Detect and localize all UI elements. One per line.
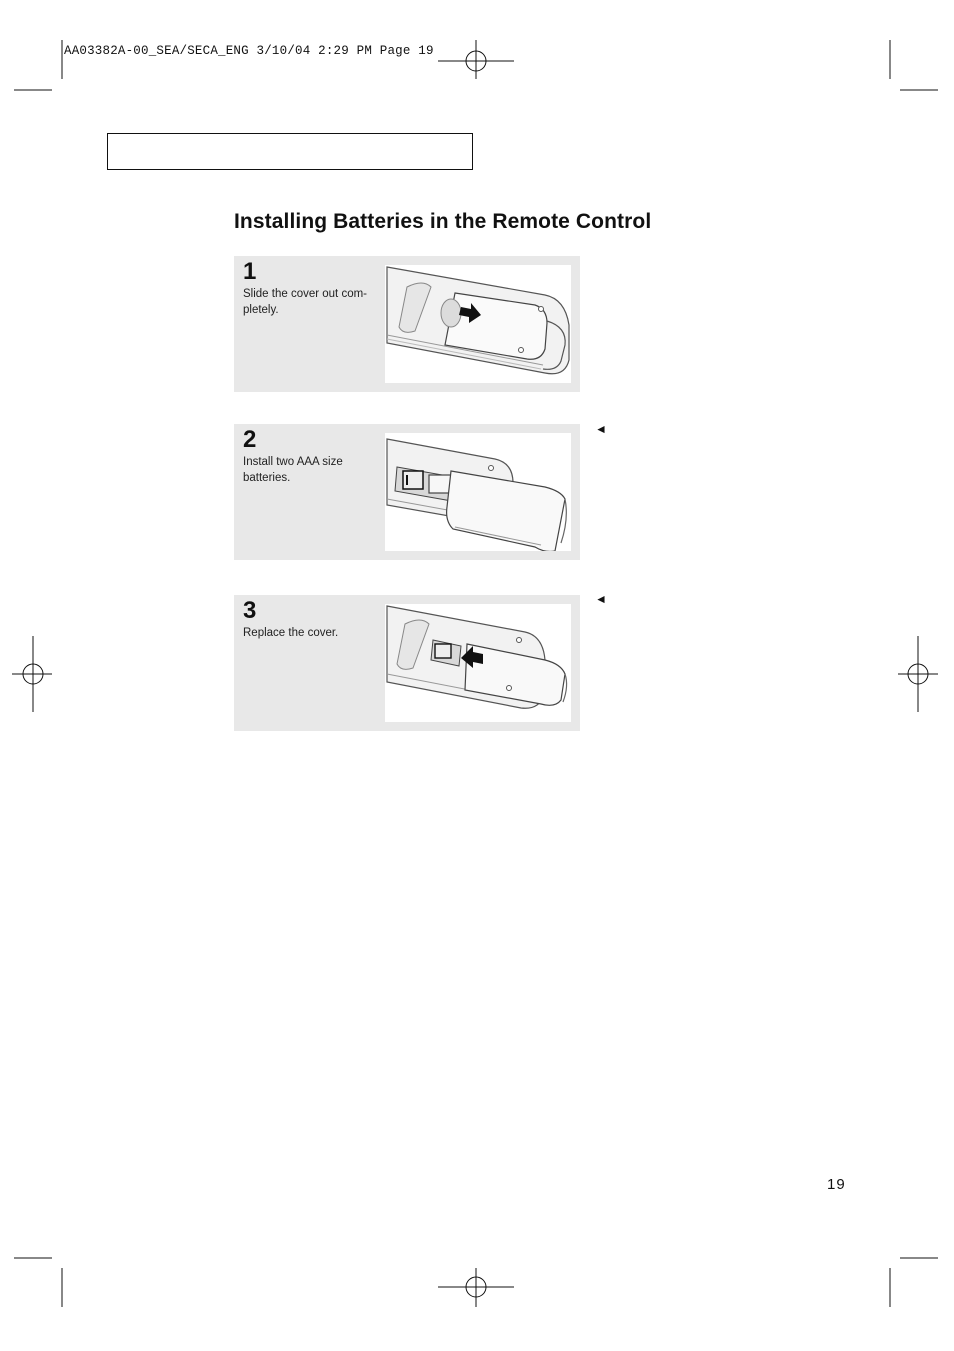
step-3-panel [234,595,580,731]
section-header-box [107,133,473,170]
note-marker-1: ◄ [595,422,607,436]
page-title: Installing Batteries in the Remote Control [234,210,652,233]
page-number: 19 [827,1176,846,1193]
step-3-number: 3 [243,597,257,624]
step-1-text-line-2: pletely. [243,304,279,316]
step-2-text-line-1: Install two AAA size [243,456,343,468]
step-2-text-line-2: batteries. [243,472,291,484]
step-1-text [243,286,371,318]
note-marker-2: ◄ [595,592,607,606]
step-1-number: 1 [243,258,257,285]
step-3-text [243,625,371,641]
step-1-text-line-1: Slide the cover out com- [243,288,368,300]
remote-cover-replace-image [385,604,571,722]
step-2-panel [234,424,580,560]
step-1-illustration [385,265,571,383]
remote-cover-slide-out-image [385,265,571,383]
step-2-illustration [385,433,571,551]
step-2-number: 2 [243,426,257,453]
step-3-illustration [385,604,571,722]
step-2-text [243,454,371,486]
remote-batteries-installed-image [385,433,571,551]
print-slug: AA03382A-00_SEA/SECA_ENG 3/10/04 2:29 PM Page 19 [64,44,434,58]
step-3-text-line-1: Replace the cover. [243,627,339,639]
step-1-panel [234,256,580,392]
